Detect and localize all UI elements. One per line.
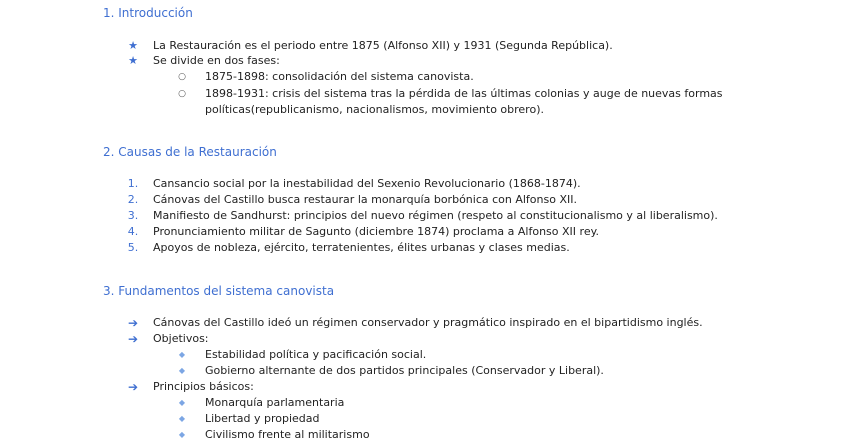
list-item-text: 1875-1898: consolidación del sistema canovista. [205, 70, 474, 83]
star-icon: ★ [128, 54, 138, 67]
arrow-right-icon: ➔ [127, 380, 139, 394]
list-item [0, 192, 848, 208]
diamond-bullet-icon: ◆ [178, 350, 186, 359]
list-number: 5. [127, 241, 139, 254]
list-item-text: La Restauración es el periodo entre 1875 (Alfonso XII) y 1931 (Segunda República). [153, 39, 613, 52]
list-item [0, 240, 848, 256]
list-item-text: Pronunciamiento militar de Sagunto (diciembre 1874) proclama a Alfonso XII rey. [153, 225, 600, 238]
list-item [0, 86, 848, 102]
list-item-text: Cánovas del Castillo ideó un régimen conservador y pragmático inspirado en el bipartidismo inglés. [153, 316, 703, 329]
list-item-text: políticas(republicanismo, nacionalismos, movimiento obrero). [205, 103, 544, 116]
list-item [0, 53, 848, 69]
list-item [0, 347, 848, 363]
list-item-text: Principios básicos: [153, 380, 254, 393]
list-item-text: Monarquía parlamentaria [205, 396, 345, 409]
list-item [0, 176, 848, 192]
diamond-bullet-icon: ◆ [178, 414, 186, 423]
list-item-text: Cansancio social por la inestabilidad del Sexenio Revolucionario (1868-1874). [153, 177, 581, 190]
arrow-right-icon: ➔ [127, 332, 139, 346]
list-item [0, 379, 848, 395]
list-item-text: Se divide en dos fases: [153, 54, 280, 67]
diamond-bullet-icon: ◆ [178, 430, 186, 439]
list-item-text: Objetivos: [153, 332, 209, 345]
star-icon: ★ [128, 39, 138, 52]
diamond-bullet-icon: ◆ [178, 398, 186, 407]
list-number: 2. [127, 193, 139, 206]
list-item [0, 411, 848, 427]
list-number: 3. [127, 209, 139, 222]
list-item-continuation [0, 102, 848, 118]
list-item [0, 224, 848, 240]
list-item-text: Cánovas del Castillo busca restaurar la monarquía borbónica con Alfonso XII. [153, 193, 577, 206]
circle-bullet-icon: ○ [178, 89, 186, 99]
list-item [0, 331, 848, 347]
section-heading-fundamentos: 3. Fundamentos del sistema canovista [103, 284, 335, 298]
list-item [0, 363, 848, 379]
circle-bullet-icon: ○ [178, 72, 186, 82]
list-item-text: 1898-1931: crisis del sistema tras la pérdida de las últimas colonias y auge de nuevas formas [205, 87, 723, 100]
list-item [0, 315, 848, 331]
list-item [0, 427, 848, 443]
list-number: 1. [127, 177, 139, 190]
arrow-right-icon: ➔ [127, 316, 139, 330]
list-number: 4. [127, 225, 139, 238]
list-item-text: Civilismo frente al militarismo [205, 428, 370, 441]
list-item-text: Apoyos de nobleza, ejército, terratenientes, élites urbanas y clases medias. [153, 241, 570, 254]
list-item-text: Estabilidad política y pacificación social. [205, 348, 427, 361]
list-item [0, 69, 848, 85]
list-item-text: Manifiesto de Sandhurst: principios del nuevo régimen (respeto al constitucionalismo y al liberalismo). [153, 209, 718, 222]
section-heading-introduccion: 1. Introducción [103, 6, 193, 20]
list-item-text: Libertad y propiedad [205, 412, 320, 425]
section-heading-causas: 2. Causas de la Restauración [103, 145, 277, 159]
list-item [0, 395, 848, 411]
list-item [0, 38, 848, 54]
diamond-bullet-icon: ◆ [178, 366, 186, 375]
list-item [0, 208, 848, 224]
list-item-text: Gobierno alternante de dos partidos principales (Conservador y Liberal). [205, 364, 604, 377]
